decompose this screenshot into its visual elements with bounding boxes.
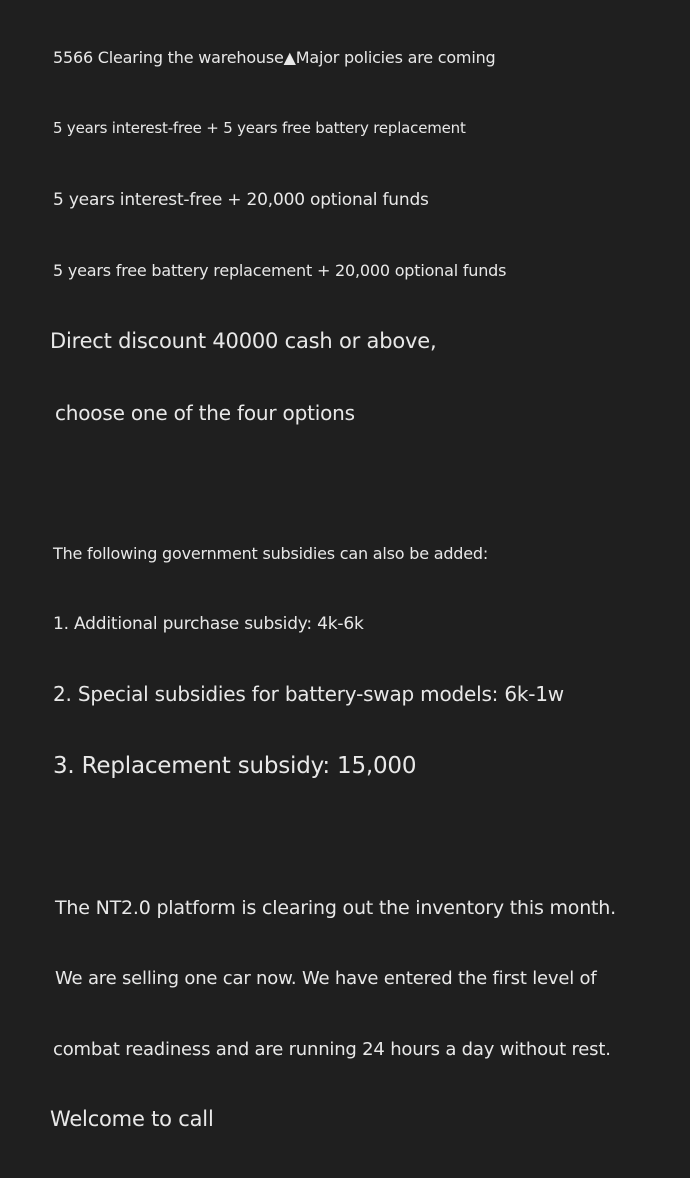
discount-line-2: choose one of the four options xyxy=(55,401,355,425)
subsidy-item-1: 1. Additional purchase subsidy: 4k-6k xyxy=(53,614,364,634)
headline: 5566 Clearing the warehouse▲Major policies are coming xyxy=(53,48,496,67)
option-2: 5 years interest-free + 20,000 optional funds xyxy=(53,190,429,210)
option-1: 5 years interest-free + 5 years free battery replacement xyxy=(53,119,466,137)
subsidies-intro: The following government subsidies can also be added: xyxy=(53,544,489,563)
closing-line-2: We are selling one car now. We have entered the first level of xyxy=(55,968,597,989)
subsidy-item-3: 3. Replacement subsidy: 15,000 xyxy=(53,753,417,779)
discount-line-1: Direct discount 40000 cash or above, xyxy=(50,329,437,353)
closing-line-3: combat readiness and are running 24 hours a day without rest. xyxy=(53,1039,611,1060)
welcome-call: Welcome to call xyxy=(50,1107,214,1131)
closing-line-1: The NT2.0 platform is clearing out the inventory this month. xyxy=(55,897,616,919)
option-3: 5 years free battery replacement + 20,000 optional funds xyxy=(53,261,507,280)
subsidy-item-2: 2. Special subsidies for battery-swap models: 6k-1w xyxy=(53,682,564,706)
